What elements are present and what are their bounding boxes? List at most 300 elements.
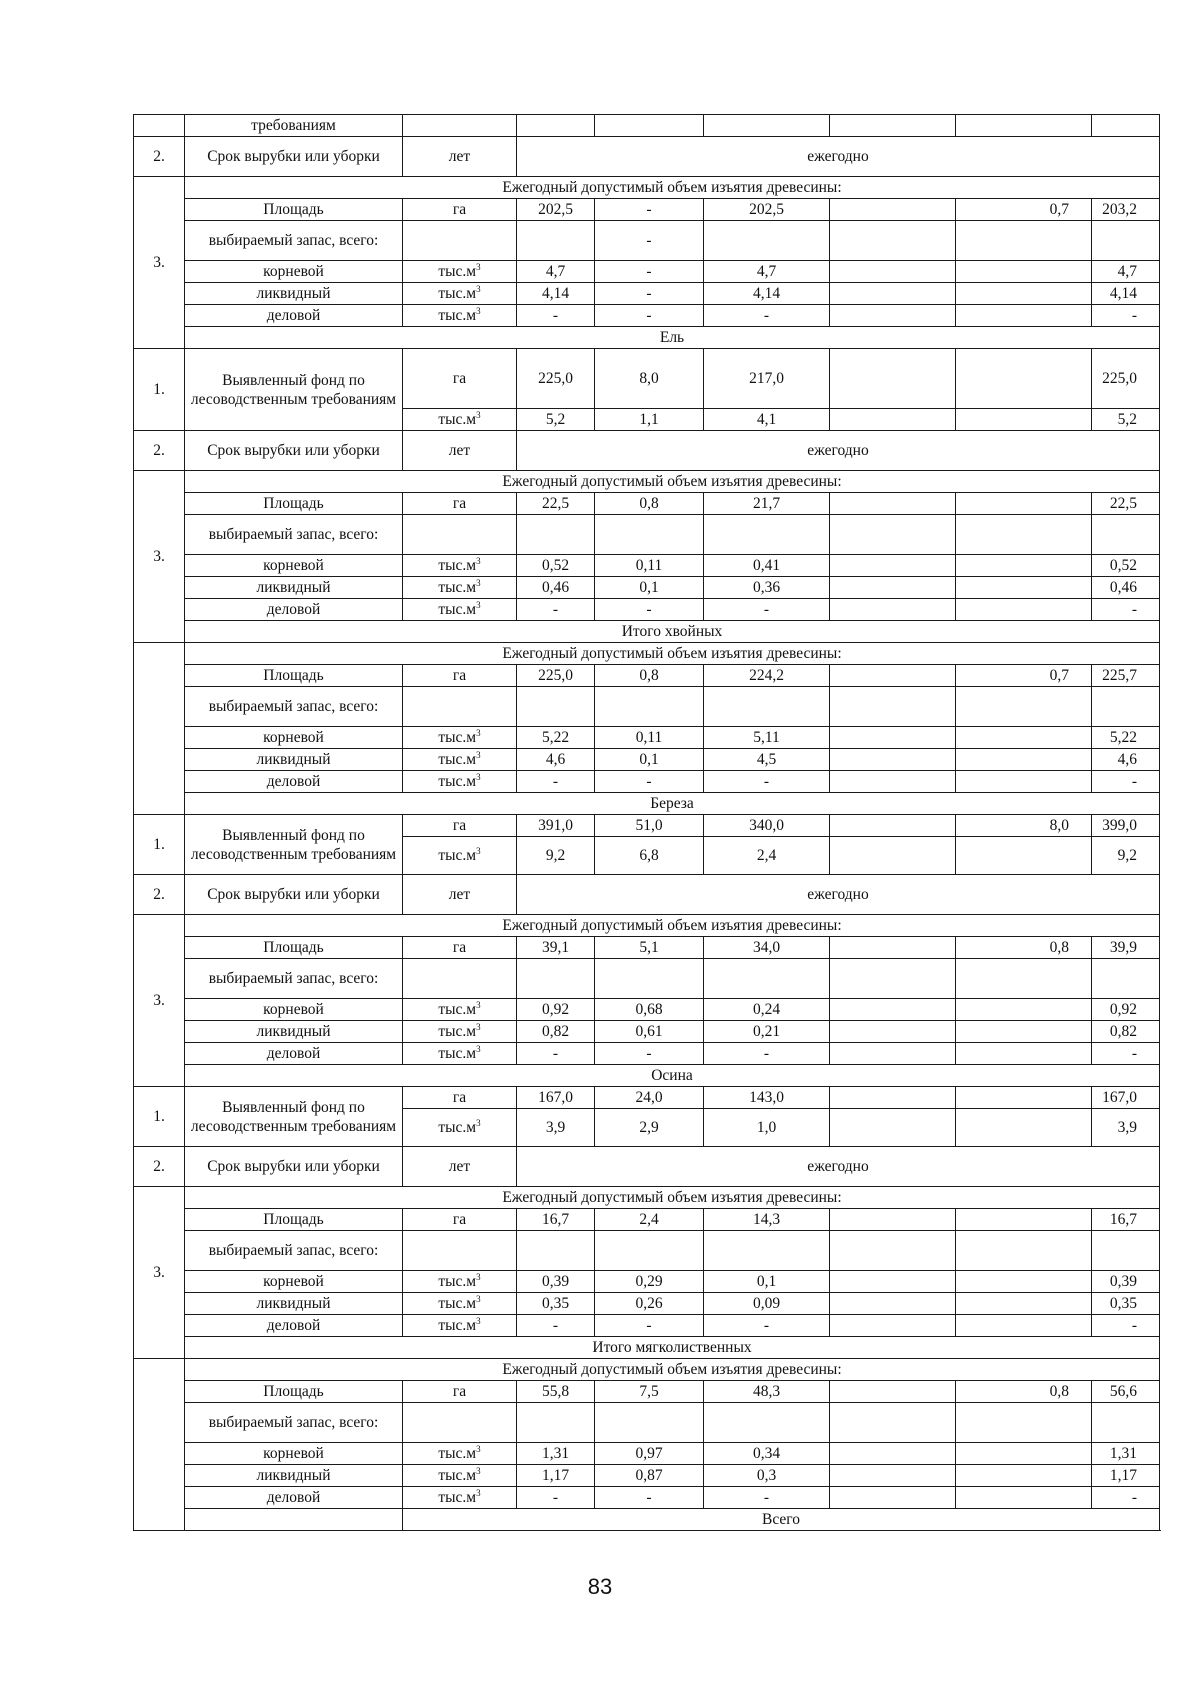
value-cell: 0,8 (595, 665, 704, 687)
value-cell (956, 1209, 1092, 1231)
value-cell: 5,22 (1092, 727, 1160, 749)
table-row-block-heading (134, 915, 1160, 937)
label-cell: деловой (185, 1487, 403, 1509)
unit-cell (403, 1087, 517, 1109)
value-cell: 217,0 (704, 349, 830, 409)
value-cell (830, 283, 956, 305)
value-cell (830, 749, 956, 771)
unit-superscript: 3 (476, 1118, 481, 1128)
value-cell (1092, 1231, 1160, 1271)
value-cell: 167,0 (517, 1087, 595, 1109)
value-cell: 0,11 (595, 727, 704, 749)
value-cell: 5,1 (595, 937, 704, 959)
unit-text: тыс.м (438, 1489, 477, 1506)
unit-superscript: 3 (476, 1272, 481, 1282)
value-cell (517, 515, 595, 555)
unit-text: га (452, 667, 467, 684)
table-row-line (134, 199, 1160, 221)
table-row-line (134, 771, 1160, 793)
value-cell (704, 959, 830, 999)
label-cell: Срок вырубки или уборки (185, 137, 403, 177)
label-cell: ликвидный (185, 1293, 403, 1315)
value-cell (517, 221, 595, 261)
table-row-line (134, 1293, 1160, 1315)
value-cell: 0,92 (517, 999, 595, 1021)
value-cell (830, 837, 956, 875)
table-row-line (134, 1021, 1160, 1043)
value-cell: 16,7 (1092, 1209, 1160, 1231)
unit-superscript: 3 (476, 578, 481, 588)
unit-superscript: 3 (476, 262, 481, 272)
value-cell: 0,39 (517, 1271, 595, 1293)
value-cell: 0,29 (595, 1271, 704, 1293)
value-cell: 0,52 (517, 555, 595, 577)
unit-cell (403, 1109, 517, 1147)
unit-superscript: 3 (476, 1444, 481, 1454)
value-cell: 0,8 (956, 1381, 1092, 1403)
value-cell: 4,5 (704, 749, 830, 771)
unit-cell: лет (403, 875, 517, 915)
value-cell: - (704, 305, 830, 327)
label-cell: Срок вырубки или уборки (185, 1147, 403, 1187)
table-row-line (134, 1487, 1160, 1509)
value-cell (704, 687, 830, 727)
table-row-line (134, 261, 1160, 283)
value-cell (956, 577, 1092, 599)
value-cell: 0,09 (704, 1293, 830, 1315)
species-title-row (134, 793, 1160, 815)
unit-text: тыс.м (438, 411, 477, 428)
value-cell: 0,26 (595, 1293, 704, 1315)
value-cell: 5,22 (517, 727, 595, 749)
species-title: Береза (185, 793, 1160, 815)
value-cell: 4,14 (704, 283, 830, 305)
value-cell (595, 515, 704, 555)
value-cell (830, 493, 956, 515)
unit-text: га (452, 1089, 467, 1106)
value-cell (830, 1443, 956, 1465)
label-cell: деловой (185, 1315, 403, 1337)
value-cell (956, 1271, 1092, 1293)
value-cell: 0,61 (595, 1021, 704, 1043)
unit-cell (403, 815, 517, 837)
unit-cell (403, 1315, 517, 1337)
value-cell: 4,6 (1092, 749, 1160, 771)
unit-superscript: 3 (476, 846, 481, 856)
value-cell (830, 1271, 956, 1293)
unit-cell (403, 199, 517, 221)
unit-text: тыс.м (438, 1317, 477, 1334)
unit-cell (403, 1271, 517, 1293)
value-cell (956, 349, 1092, 409)
unit-cell: лет (403, 1147, 517, 1187)
value-cell: 9,2 (1092, 837, 1160, 875)
unit-superscript: 3 (476, 410, 481, 420)
empty-cell (704, 115, 830, 137)
table-row-block-heading (134, 471, 1160, 493)
row-number: 1. (134, 349, 185, 431)
label-cell: Площадь (185, 937, 403, 959)
value-cell: 399,0 (1092, 815, 1160, 837)
value-cell: 4,1 (704, 409, 830, 431)
value-cell (830, 727, 956, 749)
unit-text: тыс.м (438, 579, 477, 596)
label-cell: Срок вырубки или уборки (185, 875, 403, 915)
row-number: 2. (134, 137, 185, 177)
table-row-term (134, 137, 1160, 177)
value-cell: 56,6 (1092, 1381, 1160, 1403)
value-cell (830, 349, 956, 409)
block-heading: Ежегодный допустимый объем изъятия древесины: (185, 1187, 1160, 1209)
value-cell (830, 1293, 956, 1315)
value-cell: - (704, 1487, 830, 1509)
value-cell: 0,92 (1092, 999, 1160, 1021)
value-cell (830, 1209, 956, 1231)
table-row-line (134, 1315, 1160, 1337)
unit-text: тыс.м (438, 1467, 477, 1484)
value-cell (956, 1231, 1092, 1271)
value-cell (704, 1403, 830, 1443)
value-cell: 55,8 (517, 1381, 595, 1403)
value-cell (830, 221, 956, 261)
unit-cell (403, 937, 517, 959)
table-row-fund (134, 349, 1160, 409)
table-row-block-heading (134, 1187, 1160, 1209)
value-cell (956, 305, 1092, 327)
unit-text: тыс.м (438, 1119, 477, 1136)
value-cell: 4,14 (1092, 283, 1160, 305)
value-cell (956, 837, 1092, 875)
value-cell: 224,2 (704, 665, 830, 687)
value-cell: 0,41 (704, 555, 830, 577)
value-cell: 0,39 (1092, 1271, 1160, 1293)
value-cell (830, 937, 956, 959)
label-cell: Площадь (185, 493, 403, 515)
value-cell: - (595, 1315, 704, 1337)
value-cell (830, 555, 956, 577)
value-cell: 5,2 (517, 409, 595, 431)
label-cell: Площадь (185, 665, 403, 687)
term-value: ежегодно (517, 431, 1160, 471)
unit-cell (403, 665, 517, 687)
label-cell: корневой (185, 727, 403, 749)
label-cell: корневой (185, 1271, 403, 1293)
value-cell: 167,0 (1092, 1087, 1160, 1109)
unit-text: тыс.м (438, 729, 477, 746)
unit-cell (403, 515, 517, 555)
value-cell (830, 815, 956, 837)
value-cell (956, 493, 1092, 515)
block-heading: Ежегодный допустимый объем изъятия древесины: (185, 1359, 1160, 1381)
species-title-row (134, 1065, 1160, 1087)
value-cell: - (595, 221, 704, 261)
number-cell (185, 1509, 403, 1531)
value-cell: 9,2 (517, 837, 595, 875)
value-cell: - (1092, 305, 1160, 327)
value-cell (956, 1087, 1092, 1109)
label-cell: Выявленный фонд по лесоводственным требованиям (185, 349, 403, 431)
value-cell: 0,8 (595, 493, 704, 515)
unit-cell (403, 221, 517, 261)
unit-cell (403, 577, 517, 599)
value-cell (830, 515, 956, 555)
block-heading: Ежегодный допустимый объем изъятия древесины: (185, 643, 1160, 665)
value-cell: 4,7 (1092, 261, 1160, 283)
value-cell: 0,3 (704, 1465, 830, 1487)
value-cell: 5,11 (704, 727, 830, 749)
value-cell (1092, 515, 1160, 555)
unit-cell (403, 1231, 517, 1271)
value-cell: 39,1 (517, 937, 595, 959)
label-cell: выбираемый запас, всего: (185, 959, 403, 999)
value-cell: - (517, 1315, 595, 1337)
value-cell (956, 599, 1092, 621)
unit-cell (403, 999, 517, 1021)
table-row-term (134, 1147, 1160, 1187)
label-cell: ликвидный (185, 1021, 403, 1043)
species-title: Итого хвойных (185, 621, 1160, 643)
label-cell: Выявленный фонд по лесоводственным требованиям (185, 815, 403, 875)
unit-cell: лет (403, 431, 517, 471)
total-label: Всего (403, 1509, 1160, 1531)
value-cell (830, 1315, 956, 1337)
value-cell (956, 749, 1092, 771)
term-value: ежегодно (517, 1147, 1160, 1187)
species-title-row (134, 1337, 1160, 1359)
value-cell: 0,7 (956, 199, 1092, 221)
block-heading: Ежегодный допустимый объем изъятия древесины: (185, 471, 1160, 493)
unit-text: га (452, 817, 467, 834)
label-cell: корневой (185, 261, 403, 283)
table-row-line (134, 221, 1160, 261)
value-cell (956, 261, 1092, 283)
value-cell: - (704, 771, 830, 793)
table-row-term (134, 875, 1160, 915)
value-cell (830, 577, 956, 599)
row-number: 2. (134, 1147, 185, 1187)
value-cell (830, 199, 956, 221)
value-cell: 2,4 (704, 837, 830, 875)
unit-cell (403, 837, 517, 875)
value-cell: - (595, 1043, 704, 1065)
unit-cell (403, 599, 517, 621)
value-cell: 3,9 (517, 1109, 595, 1147)
value-cell: 202,5 (704, 199, 830, 221)
unit-cell (403, 1487, 517, 1509)
value-cell: - (595, 305, 704, 327)
value-cell (1092, 687, 1160, 727)
unit-text: тыс.м (438, 601, 477, 618)
value-cell (517, 1403, 595, 1443)
label-cell: Выявленный фонд по лесоводственным требованиям (185, 1087, 403, 1147)
label-cell: ликвидный (185, 577, 403, 599)
value-cell (830, 665, 956, 687)
unit-text: га (452, 495, 467, 512)
value-cell (830, 1403, 956, 1443)
value-cell (830, 305, 956, 327)
empty-cell (1092, 115, 1160, 137)
value-cell: 22,5 (517, 493, 595, 515)
unit-cell (403, 555, 517, 577)
value-cell: 340,0 (704, 815, 830, 837)
block-heading: Ежегодный допустимый объем изъятия древесины: (185, 915, 1160, 937)
value-cell: 0,52 (1092, 555, 1160, 577)
table-row-line (134, 555, 1160, 577)
unit-text: га (452, 939, 467, 956)
species-title-row (134, 327, 1160, 349)
unit-superscript: 3 (476, 284, 481, 294)
unit-superscript: 3 (476, 1044, 481, 1054)
empty-cell (956, 115, 1092, 137)
table-row-line (134, 1271, 1160, 1293)
value-cell: - (1092, 771, 1160, 793)
label-cell: Площадь (185, 1209, 403, 1231)
label-cell: ликвидный (185, 1465, 403, 1487)
value-cell: 51,0 (595, 815, 704, 837)
value-cell (956, 1043, 1092, 1065)
value-cell: 0,82 (517, 1021, 595, 1043)
table-row-line (134, 1465, 1160, 1487)
table-row-line (134, 515, 1160, 555)
unit-cell (403, 1381, 517, 1403)
table-row-line (134, 599, 1160, 621)
value-cell: 225,0 (517, 665, 595, 687)
value-cell (956, 1021, 1092, 1043)
table-row-line (134, 999, 1160, 1021)
label-cell: Площадь (185, 1381, 403, 1403)
unit-text: тыс.м (438, 751, 477, 768)
label-cell: деловой (185, 771, 403, 793)
value-cell (956, 221, 1092, 261)
value-cell (704, 221, 830, 261)
value-cell: 24,0 (595, 1087, 704, 1109)
table-row-line (134, 305, 1160, 327)
value-cell (1092, 1403, 1160, 1443)
unit-text: тыс.м (438, 1445, 477, 1462)
value-cell: 4,6 (517, 749, 595, 771)
value-cell (830, 1231, 956, 1271)
row-number: 1. (134, 1087, 185, 1147)
unit-cell (403, 1465, 517, 1487)
unit-cell (403, 1209, 517, 1231)
value-cell: 0,7 (956, 665, 1092, 687)
value-cell: 0,97 (595, 1443, 704, 1465)
unit-superscript: 3 (476, 750, 481, 760)
unit-cell (403, 1403, 517, 1443)
value-cell (956, 555, 1092, 577)
value-cell: 0,24 (704, 999, 830, 1021)
row-number: 3. (134, 177, 185, 349)
unit-text: тыс.м (438, 847, 477, 864)
unit-cell (403, 959, 517, 999)
value-cell: 143,0 (704, 1087, 830, 1109)
forest-harvest-table (133, 114, 1160, 1531)
unit-text: га (452, 201, 467, 218)
value-cell (830, 1487, 956, 1509)
value-cell: - (595, 283, 704, 305)
number-cell (134, 115, 185, 137)
unit-superscript: 3 (476, 772, 481, 782)
value-cell (956, 687, 1092, 727)
empty-cell (403, 115, 517, 137)
table-row-line (134, 1381, 1160, 1403)
value-cell: 203,2 (1092, 199, 1160, 221)
value-cell (830, 1087, 956, 1109)
value-cell (704, 515, 830, 555)
value-cell: 4,7 (517, 261, 595, 283)
value-cell (704, 1231, 830, 1271)
unit-cell (403, 749, 517, 771)
value-cell: - (517, 1043, 595, 1065)
table-row-fund (134, 815, 1160, 837)
table-row-line (134, 959, 1160, 999)
value-cell: 1,0 (704, 1109, 830, 1147)
label-cell: корневой (185, 999, 403, 1021)
value-cell: - (517, 771, 595, 793)
unit-cell (403, 1293, 517, 1315)
value-cell: 0,36 (704, 577, 830, 599)
value-cell (956, 1443, 1092, 1465)
value-cell (956, 1315, 1092, 1337)
value-cell: 0,11 (595, 555, 704, 577)
unit-cell (403, 771, 517, 793)
table-row-line (134, 665, 1160, 687)
value-cell: 8,0 (595, 349, 704, 409)
empty-cell (595, 115, 704, 137)
unit-superscript: 3 (476, 306, 481, 316)
table-row-line (134, 1231, 1160, 1271)
unit-cell (403, 727, 517, 749)
table-row-line (134, 727, 1160, 749)
unit-superscript: 3 (476, 1022, 481, 1032)
row-number: 2. (134, 875, 185, 915)
value-cell (830, 1109, 956, 1147)
unit-cell (403, 493, 517, 515)
unit-superscript: 3 (476, 600, 481, 610)
label-cell: Срок вырубки или уборки (185, 431, 403, 471)
species-title-row (134, 621, 1160, 643)
unit-superscript: 3 (476, 1294, 481, 1304)
unit-cell (403, 1443, 517, 1465)
value-cell: 6,8 (595, 837, 704, 875)
value-cell: 225,0 (1092, 349, 1160, 409)
row-number: 3. (134, 915, 185, 1087)
row-number: 3. (134, 471, 185, 643)
species-title: Осина (185, 1065, 1160, 1087)
value-cell: 21,7 (704, 493, 830, 515)
value-cell: 7,5 (595, 1381, 704, 1403)
table-row-block-heading (134, 177, 1160, 199)
row-number: 2. (134, 431, 185, 471)
unit-text: тыс.м (438, 557, 477, 574)
unit-text: тыс.м (438, 1273, 477, 1290)
label-cell: корневой (185, 555, 403, 577)
value-cell: 1,31 (1092, 1443, 1160, 1465)
unit-cell (403, 349, 517, 409)
unit-superscript: 3 (476, 728, 481, 738)
value-cell: 202,5 (517, 199, 595, 221)
table-row-fund (134, 1087, 1160, 1109)
value-cell: 225,0 (517, 349, 595, 409)
unit-cell (403, 283, 517, 305)
value-cell: 3,9 (1092, 1109, 1160, 1147)
value-cell: - (1092, 1315, 1160, 1337)
value-cell (830, 261, 956, 283)
term-value: ежегодно (517, 875, 1160, 915)
table-row-line (134, 749, 1160, 771)
table-row-line (134, 493, 1160, 515)
table-row-line (134, 1043, 1160, 1065)
